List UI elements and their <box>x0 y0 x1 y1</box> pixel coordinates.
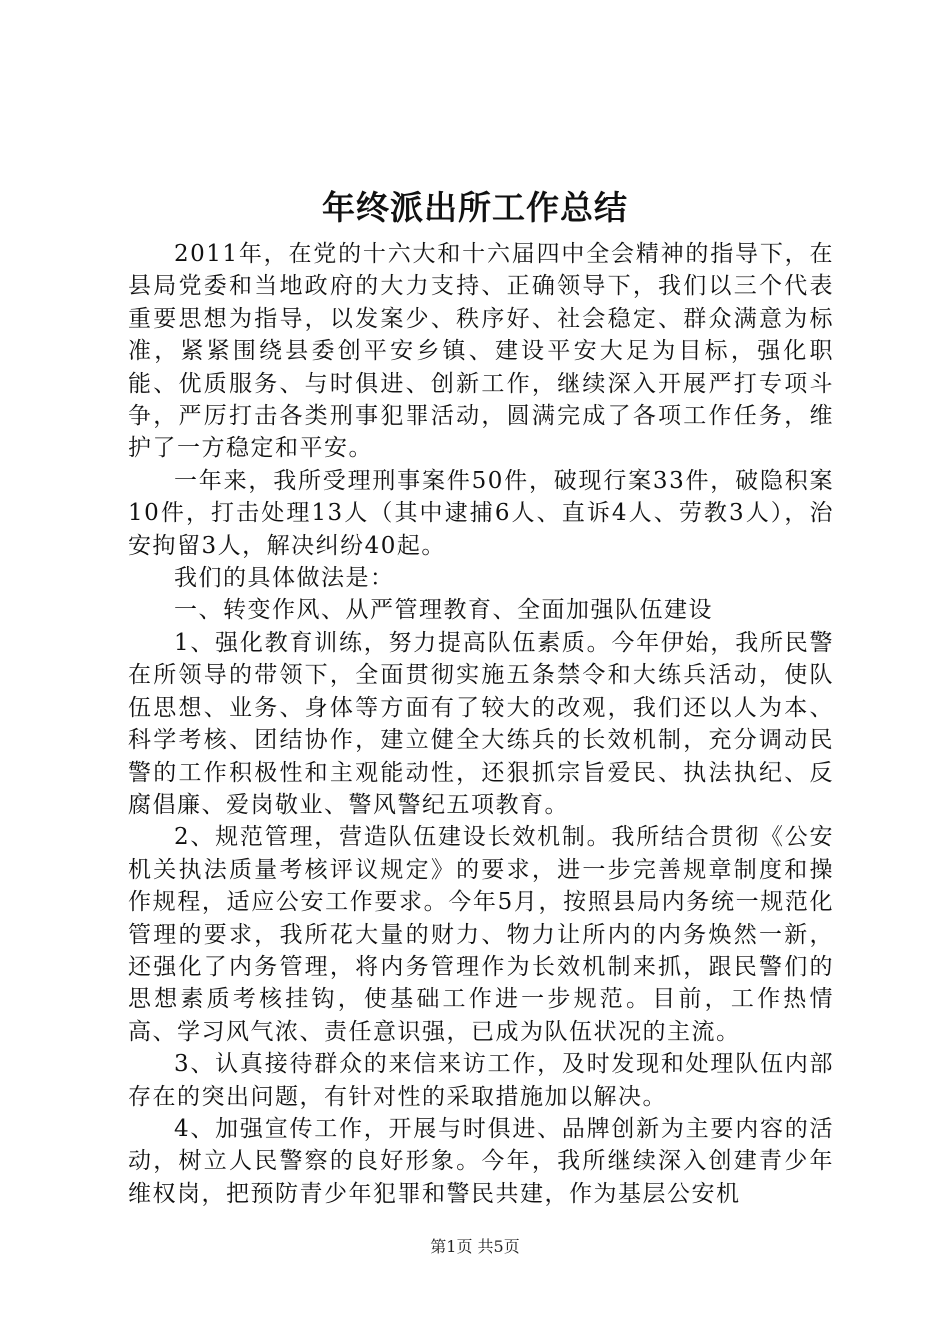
paragraph-methods-intro: 我们的具体做法是： <box>174 565 395 592</box>
page-footer: 第1页 共5页 <box>430 1237 520 1256</box>
paragraph-item-3: 3、认真接待群众的来信来访工作，及时发现和处理队伍内部存在的突出问题，有针对性的采取措施加以解决。 <box>128 1051 834 1110</box>
section-heading-1: 一、转变作风、从严管理教育、全面加强队伍建设 <box>174 597 713 624</box>
paragraph-item-4: 4、加强宣传工作，开展与时俱进、品牌创新为主要内容的活动，树立人民警察的良好形象。今年，我所继续深入创建青少年维权岗，把预防青少年犯罪和警民共建，作为基层公安机 <box>128 1115 834 1207</box>
paragraph-item-1: 1、强化教育训练，努力提高队伍素质。今年伊始，我所民警在所领导的带领下，全面贯彻实施五条禁令和大练兵活动，使队伍思想、业务、身体等方面有了较大的改观，我们还以人为本、科学考核、团结协作，建立健全大练兵的长效机制，充分调动民警的工作积极性和主观能动性，还狠抓宗旨爱民、执法执纪、反腐倡廉、爱岗敬业、警风警纪五项教育。 <box>128 629 834 818</box>
document-title: 年终派出所工作总结 <box>322 188 628 227</box>
paragraph-intro: 2011年，在党的十六大和十六届四中全会精神的指导下，在县局党委和当地政府的大力支持、正确领导下，我们以三个代表重要思想为指导，以发案少、秩序好、社会稳定、群众满意为标准，紧紧围绕县委创平安乡镇、建设平安大足为目标，强化职能、优质服务、与时俱进、创新工作，继续深入开展严打专项斗争，严厉打击各类刑事犯罪活动，圆满完成了各项工作任务，维护了一方稳定和平安。 <box>128 241 834 462</box>
paragraph-statistics: 一年来，我所受理刑事案件50件，破现行案33件，破隐积案10件，打击处理13人（其中逮捕6人、直诉4人、劳教3人），治安拘留3人，解决纠纷40起。 <box>128 467 834 559</box>
document-body <box>128 238 834 1210</box>
paragraph-item-2: 2、规范管理，营造队伍建设长效机制。我所结合贯彻《公安机关执法质量考核评议规定》的要求，进一步完善规章制度和操作规程，适应公安工作要求。今年5月，按照县局内务统一规范化管理的要求，我所花大量的财力、物力让所内的内务焕然一新，还强化了内务管理，将内务管理作为长效机制来抓，跟民警们的思想素质考核挂钩，使基础工作进一步规范。目前，工作热情高、学习风气浓、责任意识强，已成为队伍状况的主流。 <box>128 824 834 1045</box>
